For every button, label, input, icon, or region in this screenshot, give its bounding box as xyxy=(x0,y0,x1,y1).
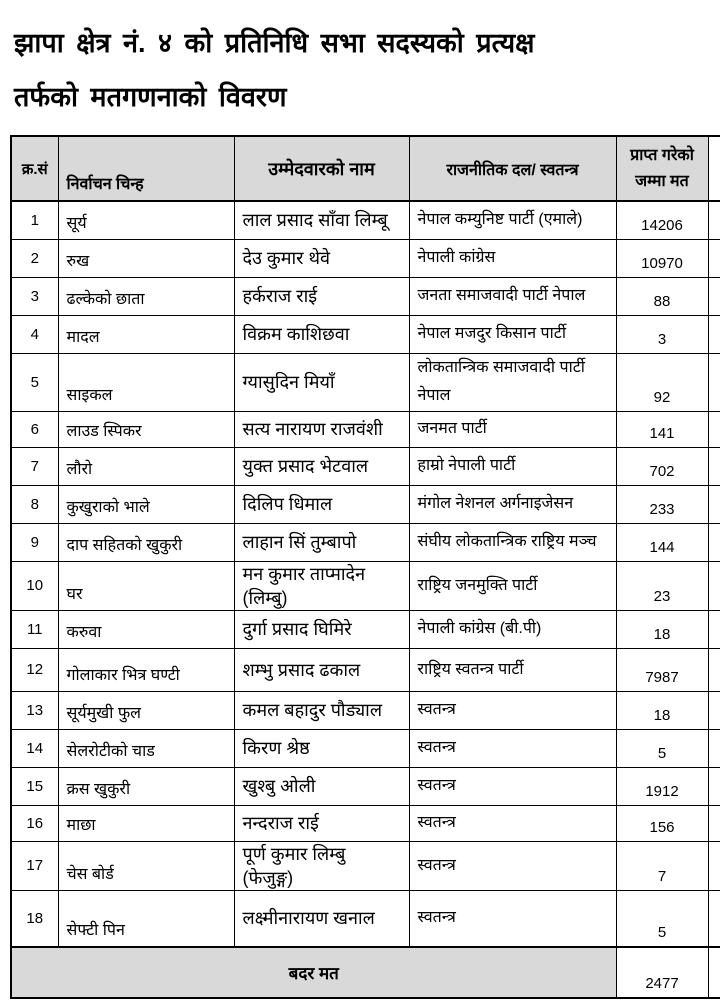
cutoff-cell xyxy=(708,315,720,353)
party-cell: जनमत पार्टी xyxy=(409,411,616,447)
table-row xyxy=(11,447,720,485)
votes-cell: 18 xyxy=(616,610,708,648)
candidate-cell: मन कुमार ताप्मादेन (लिम्बु) xyxy=(234,561,409,610)
serial-cell: 18 xyxy=(11,890,58,947)
cutoff-cell xyxy=(708,239,720,277)
symbol-cell: चेस बोर्ड xyxy=(58,841,234,890)
candidate-cell: नन्दराज राई xyxy=(234,805,409,841)
symbol-cell: मादल xyxy=(58,315,234,353)
candidate-cell: लाहान सिं तुम्बापो xyxy=(234,523,409,561)
serial-cell: 17 xyxy=(11,841,58,890)
serial-cell: 4 xyxy=(11,315,58,353)
serial-cell: 16 xyxy=(11,805,58,841)
votes-cell: 141 xyxy=(616,411,708,447)
page-title-line1: झापा क्षेत्र नं. ४ को प्रतिनिधि सभा सदस्यको प्रत्यक्ष xyxy=(14,28,535,58)
symbol-cell: दाप सहितको खुकुरी xyxy=(58,523,234,561)
symbol-cell: लाउड स्पिकर xyxy=(58,411,234,447)
votes-cell: 156 xyxy=(616,805,708,841)
candidate-cell: सत्य नारायण राजवंशी xyxy=(234,411,409,447)
symbol-cell: गोलाकार भित्र घण्टी xyxy=(58,648,234,691)
party-cell: राष्ट्रिय जनमुक्ति पार्टी xyxy=(409,561,616,610)
table-row xyxy=(11,648,720,691)
invalid-votes-label: बदर मत xyxy=(11,947,616,998)
party-cell: स्वतन्त्र xyxy=(409,691,616,729)
cutoff-cell xyxy=(708,523,720,561)
cutoff-cell xyxy=(708,610,720,648)
cutoff-cell xyxy=(708,805,720,841)
results-table-body xyxy=(11,201,720,947)
table-row xyxy=(11,523,720,561)
symbol-cell: माछा xyxy=(58,805,234,841)
header-row xyxy=(11,136,720,201)
symbol-cell: सूर्यमुखी फुल xyxy=(58,691,234,729)
symbol-cell: कुखुराको भाले xyxy=(58,485,234,523)
cutoff-cell xyxy=(708,353,720,411)
candidate-cell: खुश्बु ओली xyxy=(234,767,409,805)
table-row xyxy=(11,239,720,277)
candidate-cell: दिलिप धिमाल xyxy=(234,485,409,523)
candidate-cell: किरण श्रेष्ठ xyxy=(234,729,409,767)
cutoff-cell xyxy=(708,691,720,729)
symbol-cell: क्रस खुकुरी xyxy=(58,767,234,805)
table-row xyxy=(11,353,720,411)
serial-cell: 3 xyxy=(11,277,58,315)
header-cutoff-column xyxy=(708,136,720,201)
table-row xyxy=(11,277,720,315)
symbol-cell: सेफ्टी पिन xyxy=(58,890,234,947)
header-party: राजनीतिक दल/ स्वतन्त्र xyxy=(409,136,616,201)
symbol-cell: करुवा xyxy=(58,610,234,648)
party-cell: जनता समाजवादी पार्टी नेपाल xyxy=(409,277,616,315)
serial-cell: 10 xyxy=(11,561,58,610)
symbol-cell: घर xyxy=(58,561,234,610)
header-votes-line2: जम्मा मत xyxy=(635,172,689,190)
party-cell: लोकतान्त्रिक समाजवादी पार्टी नेपाल xyxy=(409,353,616,411)
cutoff-cell xyxy=(708,485,720,523)
party-cell: संघीय लोकतान्त्रिक राष्ट्रिय मञ्च xyxy=(409,523,616,561)
table-row xyxy=(11,841,720,890)
table-row xyxy=(11,411,720,447)
votes-cell: 88 xyxy=(616,277,708,315)
votes-cell: 144 xyxy=(616,523,708,561)
serial-cell: 9 xyxy=(11,523,58,561)
header-votes xyxy=(616,136,708,201)
candidate-cell: शम्भु प्रसाद ढकाल xyxy=(234,648,409,691)
votes-cell: 5 xyxy=(616,729,708,767)
votes-cell: 233 xyxy=(616,485,708,523)
page-title-line2: तर्फको मतगणनाको विवरण xyxy=(14,82,287,112)
cutoff-cell xyxy=(708,561,720,610)
serial-cell: 7 xyxy=(11,447,58,485)
cutoff-cell xyxy=(708,447,720,485)
table-row xyxy=(11,610,720,648)
invalid-votes-count: 2477 xyxy=(616,947,708,998)
candidate-cell: कमल बहादुर पौड्याल xyxy=(234,691,409,729)
header-serial: क्र.सं xyxy=(11,136,58,201)
party-cell: नेपाल मजदुर किसान पार्टी xyxy=(409,315,616,353)
candidate-cell: विक्रम काशिछवा xyxy=(234,315,409,353)
votes-cell: 3 xyxy=(616,315,708,353)
candidate-cell: हर्कराज राई xyxy=(234,277,409,315)
cutoff-cell xyxy=(708,890,720,947)
votes-cell: 1912 xyxy=(616,767,708,805)
header-symbol: निर्वाचन चिन्ह xyxy=(58,136,234,201)
cutoff-cell xyxy=(708,767,720,805)
page-title xyxy=(14,16,704,124)
cutoff-cell xyxy=(708,729,720,767)
serial-cell: 14 xyxy=(11,729,58,767)
serial-cell: 15 xyxy=(11,767,58,805)
table-row xyxy=(11,890,720,947)
footer-cutoff-cell xyxy=(708,947,720,998)
serial-cell: 1 xyxy=(11,201,58,239)
party-cell: स्वतन्त्र xyxy=(409,890,616,947)
table-row xyxy=(11,805,720,841)
table-row xyxy=(11,729,720,767)
symbol-cell: साइकल xyxy=(58,353,234,411)
serial-cell: 2 xyxy=(11,239,58,277)
votes-cell: 702 xyxy=(616,447,708,485)
candidate-cell: पूर्ण कुमार लिम्बु (फेजुङ्ग) xyxy=(234,841,409,890)
header-candidate: उम्मेदवारको नाम xyxy=(234,136,409,201)
candidate-cell: लक्ष्मीनारायण खनाल xyxy=(234,890,409,947)
votes-cell: 5 xyxy=(616,890,708,947)
votes-cell: 23 xyxy=(616,561,708,610)
table-row xyxy=(11,561,720,610)
party-cell: स्वतन्त्र xyxy=(409,841,616,890)
candidate-cell: लाल प्रसाद साँवा लिम्बू xyxy=(234,201,409,239)
party-cell: स्वतन्त्र xyxy=(409,805,616,841)
invalid-votes-row xyxy=(11,947,720,998)
symbol-cell: ढल्केको छाता xyxy=(58,277,234,315)
serial-cell: 12 xyxy=(11,648,58,691)
votes-cell: 7987 xyxy=(616,648,708,691)
serial-cell: 13 xyxy=(11,691,58,729)
table-row xyxy=(11,315,720,353)
candidate-cell: देउ कुमार थेवे xyxy=(234,239,409,277)
party-cell: नेपाली कांग्रेस xyxy=(409,239,616,277)
symbol-cell: सूर्य xyxy=(58,201,234,239)
results-table xyxy=(10,135,720,999)
table-row xyxy=(11,767,720,805)
cutoff-cell xyxy=(708,277,720,315)
candidate-cell: ग्यासुदिन मियाँ xyxy=(234,353,409,411)
header-votes-line1: प्राप्त गरेको xyxy=(630,146,694,164)
symbol-cell: लौरो xyxy=(58,447,234,485)
votes-cell: 18 xyxy=(616,691,708,729)
party-cell: हाम्रो नेपाली पार्टी xyxy=(409,447,616,485)
party-cell: राष्ट्रिय स्वतन्त्र पार्टी xyxy=(409,648,616,691)
party-cell: नेपाल कम्युनिष्ट पार्टी (एमाले) xyxy=(409,201,616,239)
votes-cell: 14206 xyxy=(616,201,708,239)
cutoff-cell xyxy=(708,411,720,447)
candidate-cell: दुर्गा प्रसाद घिमिरे xyxy=(234,610,409,648)
cutoff-cell xyxy=(708,841,720,890)
candidate-cell: युक्त प्रसाद भेटवाल xyxy=(234,447,409,485)
votes-cell: 10970 xyxy=(616,239,708,277)
cutoff-cell xyxy=(708,201,720,239)
party-cell: स्वतन्त्र xyxy=(409,767,616,805)
table-row xyxy=(11,201,720,239)
party-cell: नेपाली कांग्रेस (बी.पी) xyxy=(409,610,616,648)
serial-cell: 8 xyxy=(11,485,58,523)
votes-cell: 92 xyxy=(616,353,708,411)
votes-cell: 7 xyxy=(616,841,708,890)
table-row xyxy=(11,691,720,729)
serial-cell: 5 xyxy=(11,353,58,411)
party-cell: स्वतन्त्र xyxy=(409,729,616,767)
cutoff-cell xyxy=(708,648,720,691)
table-row xyxy=(11,485,720,523)
serial-cell: 11 xyxy=(11,610,58,648)
party-cell: मंगोल नेशनल अर्गनाइजेसन xyxy=(409,485,616,523)
symbol-cell: सेलरोटीको चाड xyxy=(58,729,234,767)
symbol-cell: रुख xyxy=(58,239,234,277)
serial-cell: 6 xyxy=(11,411,58,447)
